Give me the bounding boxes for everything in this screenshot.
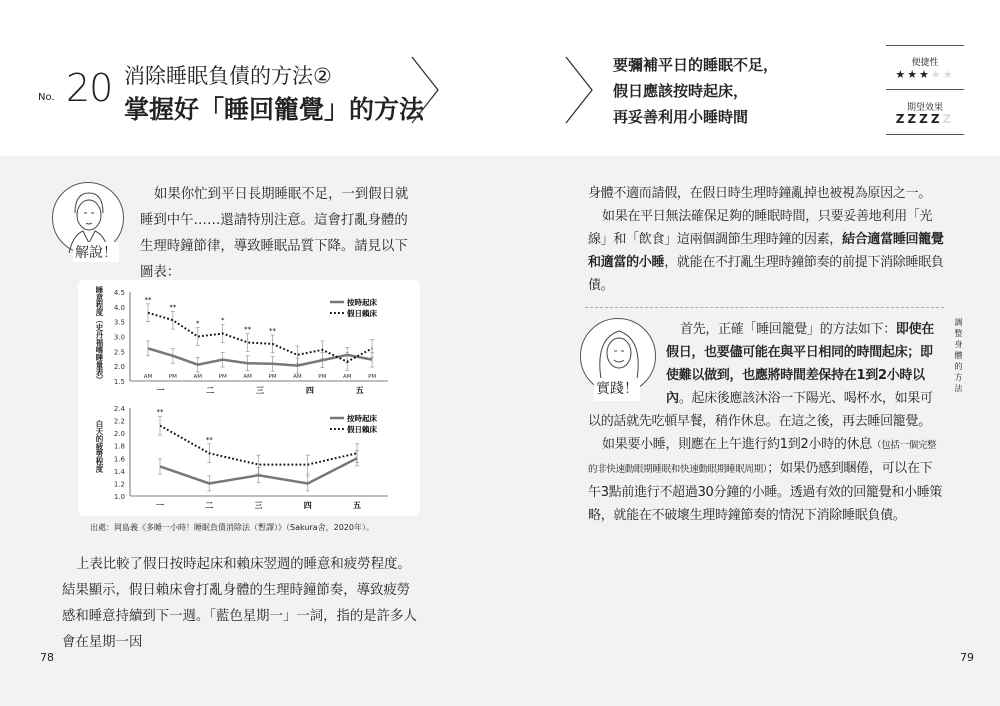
convenience-label: 便捷性: [911, 58, 939, 68]
x-tick-label: 三: [254, 501, 263, 510]
charts-svg: [78, 280, 420, 516]
y-tick-label: 2.0: [113, 430, 125, 439]
y-tick-label: 3.0: [113, 333, 125, 342]
divider: [886, 134, 964, 135]
significance-mark: *: [196, 319, 200, 328]
title-line2: 掌握好「睡回籠覺」的方法: [124, 95, 425, 124]
y-tick-label: 4.5: [113, 289, 125, 297]
x-tick-label: PM: [368, 374, 377, 380]
day-label: 三: [256, 386, 265, 395]
day-label: 一: [156, 386, 165, 395]
chevron-right-icon: [410, 55, 440, 125]
page-number-right: 79: [960, 651, 974, 664]
right-paragraph-2: [588, 205, 944, 297]
practice-badge: 實踐！: [594, 378, 640, 401]
star-icon: ★★★: [895, 68, 931, 81]
z-empty-icon: Z: [942, 112, 955, 126]
y-tick-label: 1.5: [113, 378, 125, 386]
summary-line: 要彌補平日的睡眠不足，: [613, 56, 779, 74]
source-citation: 出處：岡島義《多睡一小時！睡眠負債消除法（暫譯）》（Sakura舍，2020年）。: [90, 523, 374, 532]
chapter-no-label: No.: [38, 92, 55, 103]
x-tick-label: 五: [353, 501, 361, 510]
chart1-ylabel: 睡意程度（史丹福嗜睡量表）: [95, 286, 104, 384]
chapter-number: 20: [66, 66, 113, 110]
x-tick-label: PM: [218, 374, 227, 380]
x-tick-label: PM: [268, 374, 277, 380]
y-tick-label: 2.5: [113, 348, 125, 357]
star-empty-icon: ★★: [930, 68, 955, 81]
y-tick-label: 1.6: [113, 455, 125, 464]
page-number-left: 78: [40, 651, 54, 664]
day-label: 五: [355, 386, 364, 395]
significance-mark: **: [169, 303, 177, 312]
chart2-ylabel: 白天的疲勞程度: [95, 420, 104, 473]
significance-mark: *: [220, 316, 225, 325]
day-label: 二: [206, 386, 215, 395]
effect-label: 期望效果: [906, 103, 943, 113]
legend-label: 假日賴床: [347, 425, 377, 434]
x-tick-label: AM: [293, 374, 302, 380]
x-tick-label: AM: [193, 374, 203, 380]
text: 首先，正確「睡回籠覺」的方法如下：: [680, 322, 896, 337]
text: 。起床後應該沐浴一下陽光、喝杯水，如果可以的話就先吃頓早餐，稍作休息。在這之後，再去睡回籠覺。: [588, 391, 933, 429]
legend-label: 假日賴床: [347, 309, 377, 318]
small-text: （包括一個完整的非快速動眼期睡眠和快速動眼期睡眠周期）: [588, 440, 937, 475]
emphasis: 結合適當睡回籠覺和適當的小睡: [588, 232, 944, 270]
x-tick-label: 四: [303, 501, 312, 510]
y-tick-label: 2.2: [113, 417, 125, 426]
y-tick-label: 1.4: [113, 467, 125, 476]
legend-label: 按時起床: [347, 298, 377, 307]
y-tick-label: 4.0: [113, 303, 125, 312]
text: ，就能在不打亂生理時鐘節奏的前提下消除睡眠負債。: [588, 255, 944, 293]
x-tick-label: 二: [205, 501, 214, 510]
right-column: [588, 182, 944, 527]
divider: [585, 307, 944, 308]
x-tick-label: PM: [168, 374, 177, 380]
y-tick-label: 2.4: [113, 405, 125, 413]
significance-mark: **: [244, 325, 252, 334]
y-tick-label: 1.0: [113, 493, 125, 501]
x-tick-label: AM: [342, 374, 352, 380]
x-tick-label: AM: [243, 374, 252, 380]
summary-line: 假日應該按時起床，: [613, 82, 749, 100]
significance-mark: **: [269, 327, 276, 336]
intro-paragraph: 如果你忙到平日長期睡眠不足，一到假日就睡到中午……還請特別注意。這會打亂身體的生理時鐘節律，導致睡眠品質下降。請見以下圖表：: [140, 187, 409, 280]
divider: [886, 45, 964, 46]
z-icon: ZZZZ: [895, 112, 943, 126]
explainer-badge: 解說！: [73, 242, 119, 262]
text: 如果要小睡，則應在上午進行約1到2小時的休息: [602, 437, 872, 452]
y-tick-label: 1.2: [113, 480, 125, 489]
comparison-paragraph: 上表比較了假日按時起床和賴床翌週的睡意和疲勞程度。結果顯示，假日賴床會打亂身體的生理時鐘節奏，導致疲勞感和睡意持續到下一週。「藍色星期一」一詞，指的是許多人會在星期一因: [62, 557, 417, 650]
y-tick-label: 2.0: [113, 363, 125, 372]
text: 如果在平日無法確保足夠的睡眠時間，只要妥善地利用「光線」和「飲食」這兩個調節生理時鐘的因素，: [588, 209, 933, 247]
chevron-right-icon: [564, 55, 594, 125]
x-tick-label: 一: [156, 501, 164, 510]
significance-mark: **: [205, 435, 213, 444]
chart-panel: [78, 280, 420, 516]
summary: [613, 52, 778, 130]
significance-mark: **: [156, 408, 164, 417]
divider: [886, 89, 964, 90]
series-line-按時起床: [148, 348, 372, 365]
y-tick-label: 3.5: [113, 318, 125, 327]
practice-avatar-wrap: [580, 318, 660, 406]
summary-line: 再妥善利用小睡時間: [613, 108, 749, 126]
emphasis: 即使在假日，也要儘可能在與平日相同的時間起床；即使難以做到，也應將時間差保持在1到2小時以內: [666, 322, 935, 406]
series-line-假日賴床: [148, 313, 372, 362]
x-tick-label: AM: [143, 374, 153, 380]
side-label: 調整身體的方法: [954, 318, 963, 395]
text: ；如果仍感到睏倦，可以在下午3點前進行不超過30分鐘的小睡。透過有效的回籠覺和小睡策略，就能在不破壞生理時鐘節奏的情況下消除睡眠負債。: [588, 461, 943, 523]
header: [0, 0, 1000, 156]
significance-mark: **: [144, 295, 152, 304]
right-paragraph-1: 身體不適而請假，在假日時生理時鐘亂掉也被視為原因之一。: [588, 186, 931, 201]
effect-rating: [886, 112, 964, 126]
legend-label: 按時起床: [347, 414, 377, 423]
x-tick-label: PM: [318, 374, 327, 380]
y-tick-label: 1.8: [113, 442, 125, 451]
convenience-stars: [886, 68, 964, 81]
right-paragraph-4: [588, 433, 944, 527]
title-line1: 消除睡眠負債的方法②: [124, 64, 332, 88]
day-label: 四: [305, 386, 314, 395]
